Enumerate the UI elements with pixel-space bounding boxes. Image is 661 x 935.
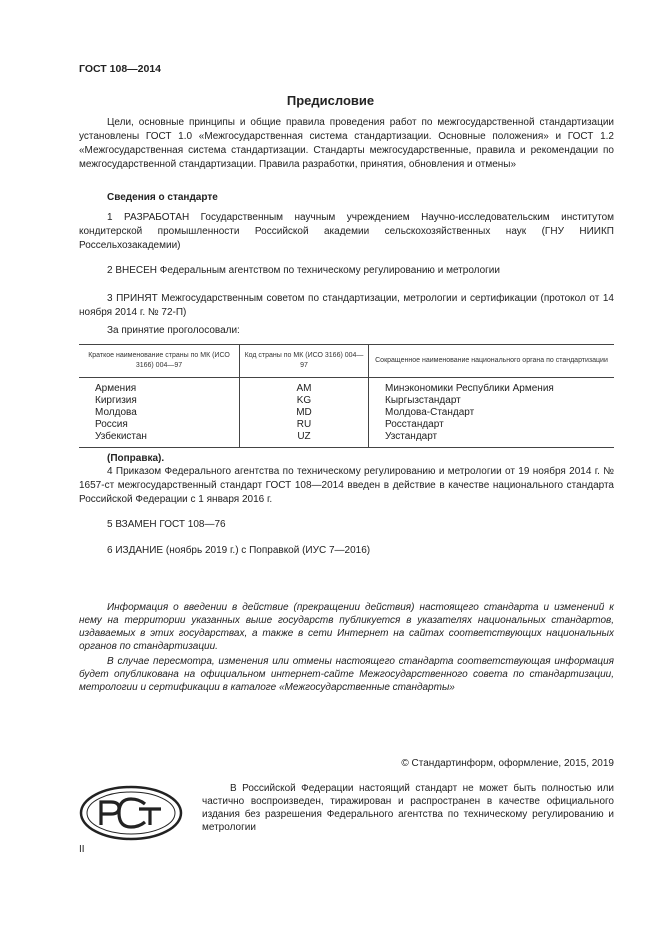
- intro-text: Цели, основные принципы и общие правила проведения работ по межгосударственной стандартизации установлены ГОСТ 1.0 «Межгосударственная система стандартизации. Основные положения» и ГОСТ 1.2 «Межгосударственная система стандартизации. Стандарты межгосударственные, правила и рекомендации по межгосударственной стандартизации. Правила разработки, принятия, обновления и отмены»: [79, 117, 614, 170]
- header-body: Сокращенное наименование национального органа по стандартизации: [369, 345, 615, 378]
- page-number: II: [79, 844, 85, 855]
- cell-code: RU: [240, 419, 369, 431]
- voting-table: [79, 344, 614, 448]
- cell-code: AM: [240, 378, 369, 396]
- item-edition: 6 ИЗДАНИЕ (ноябрь 2019 г.) с Поправкой (ИУС 7—2016): [107, 545, 371, 556]
- cell-body: Молдова-Стандарт: [385, 407, 475, 418]
- cell-country: Узбекистан: [79, 431, 240, 448]
- table-row: [79, 419, 614, 431]
- intro-paragraph: [79, 116, 614, 172]
- cell-country: Киргизия: [95, 395, 137, 406]
- item-introduced-text: 2 ВНЕСЕН Федеральным агентством по техническому регулированию и метрологии: [107, 265, 500, 276]
- cell-country: Россия: [95, 419, 128, 430]
- voted-label: За принятие проголосовали:: [107, 325, 240, 336]
- item-adopted: [79, 292, 614, 320]
- info-paragraph-1: [79, 601, 614, 653]
- cell-body: Узстандарт: [369, 431, 615, 448]
- cell-code: UZ: [240, 431, 369, 448]
- header-code: Код страны по МК (ИСО 3166) 004—97: [240, 345, 369, 378]
- copyright-restriction-text: В Российской Федерации настоящий стандарт не может быть полностью или частично воспроизведен, тиражирован и распространен в качестве официального издания без разрешения Федерального агентства по техническому регулированию и метрологии: [202, 783, 614, 833]
- item-developed: [79, 211, 614, 253]
- item-adopted-text: 3 ПРИНЯТ Межгосударственным советом по стандартизации, метрологии и сертификации (протокол от 14 ноября 2014 г. № 72-П): [79, 293, 614, 318]
- header-country: Краткое наименование страны по МК (ИСО 3166) 004—97: [79, 345, 240, 378]
- copyright-restriction: [202, 782, 614, 834]
- table-header-row: [79, 345, 614, 378]
- table-row: [79, 431, 614, 448]
- cell-country: Армения: [95, 383, 137, 394]
- info-paragraph-2: [79, 655, 614, 694]
- rst-certification-mark-icon: [79, 785, 183, 846]
- item-developed-text: 1 РАЗРАБОТАН Государственным научным учреждением Научно-исследовательским институтом кондитерской промышленности Российской академии сельскохозяйственных наук (ГНУ НИИКП Россельхозакадемии): [79, 212, 614, 251]
- item-introduced: [79, 264, 614, 278]
- table-row: [79, 407, 614, 419]
- cell-body: Кыргызстандарт: [385, 395, 461, 406]
- cell-code: MD: [240, 407, 369, 419]
- info-text-1: Информация о введении в действие (прекращении действия) настоящего стандарта и изменений к нему на территории указанных выше государств публикуется в указателях национальных стандартов, издаваемых в этих государствах, а также в сети Интернет на сайтах соответствующих национальных органов по стандартизации.: [79, 602, 614, 652]
- cell-country: Молдова: [95, 407, 137, 418]
- page-title: Предисловие: [286, 93, 375, 108]
- copyright-line: © Стандартинформ, оформление, 2015, 2019: [401, 758, 614, 769]
- item-enacted: [79, 465, 614, 507]
- cell-code: KG: [240, 395, 369, 407]
- doc-code-header: ГОСТ 108—2014: [79, 63, 162, 75]
- item-replaces: 5 ВЗАМЕН ГОСТ 108—76: [107, 519, 226, 530]
- cell-body: Минэкономики Республики Армения: [385, 383, 554, 394]
- cell-body: Росстандарт: [385, 419, 444, 430]
- standard-info-heading: Сведения о стандарте: [107, 192, 218, 203]
- table-row: [79, 395, 614, 407]
- info-text-2: В случае пересмотра, изменения или отмены настоящего стандарта соответствующая информация будет опубликована на официальном интернет-сайте Межгосударственного совета по стандартизации, метрологии и сертификации в каталоге «Межгосударственные стандарты»: [79, 656, 614, 693]
- table-row: [79, 378, 614, 396]
- item-enacted-text: 4 Приказом Федерального агентства по техническому регулированию и метрологии от 19 ноября 2014 г. № 1657-ст межгосударственный стандарт ГОСТ 108—2014 введен в действие в качестве национального стандарта Российской Федерации с 1 января 2016 г.: [79, 466, 614, 505]
- amendment-note: (Поправка).: [107, 453, 165, 464]
